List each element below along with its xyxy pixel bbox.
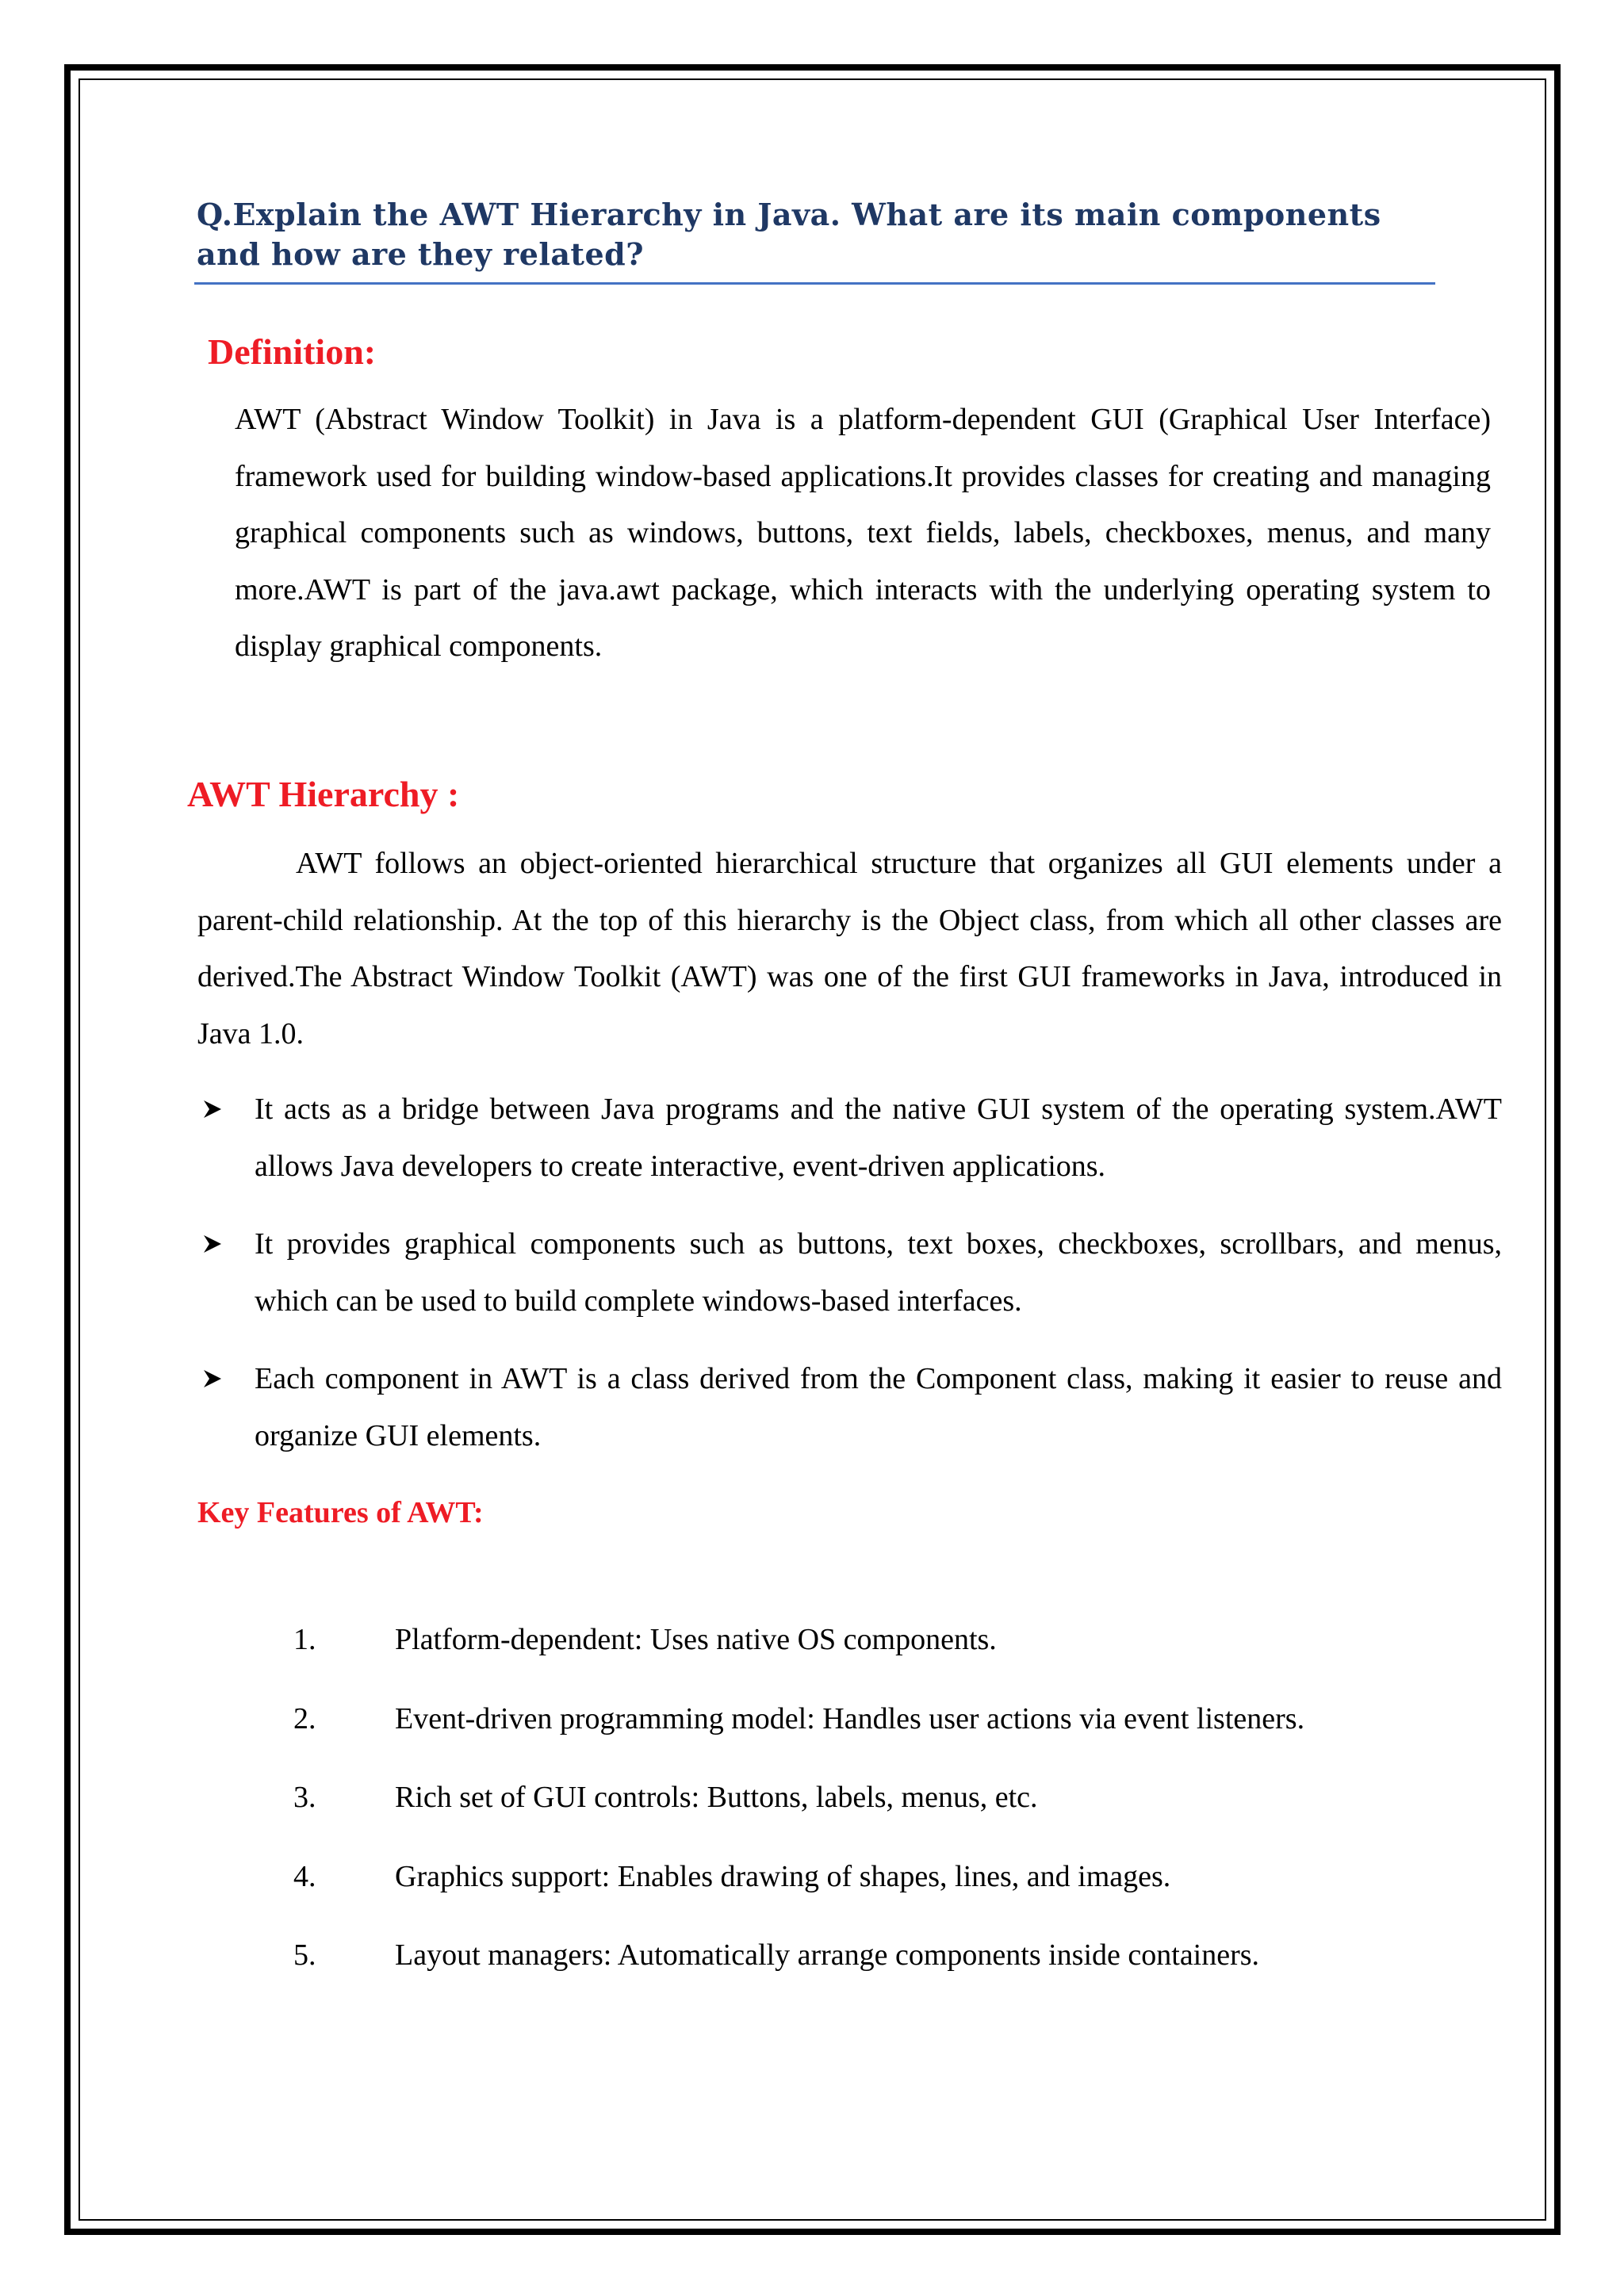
bullet-item xyxy=(197,1351,1502,1464)
feature-number: 1. xyxy=(293,1623,316,1656)
hierarchy-bullet-list xyxy=(197,1081,1502,1486)
feature-text: Layout managers: Automatically arrange components inside containers. xyxy=(395,1938,1260,1972)
bullet-item xyxy=(197,1216,1502,1330)
feature-number: 3. xyxy=(293,1781,316,1814)
feature-item xyxy=(293,1935,1483,2015)
definition-heading: Definition: xyxy=(208,331,377,372)
arrowhead-bullet-icon xyxy=(202,1099,223,1119)
hierarchy-paragraph: AWT follows an object-oriented hierarchical structure that organizes all GUI elements under a parent-child relationship. At the top of this hierarchy is the Object class, from which all other classes are derived.The Abstract Window Toolkit (AWT) was one of the first GUI frameworks in Java, introduced in Java 1.0. xyxy=(197,847,1502,1050)
definition-paragraph: AWT (Abstract Window Toolkit) in Java is a platform-dependent GUI (Graphical User Interface) framework used for building window-based applications.It provides classes for creating and managing graphical components such as windows, buttons, text fields, labels, checkboxes, menus, and many more.AWT is part of the java.awt package, which interacts with the underlying operating system to display graphical components. xyxy=(235,403,1491,663)
feature-item xyxy=(293,1857,1483,1936)
feature-number: 2. xyxy=(293,1701,316,1735)
feature-item xyxy=(293,1620,1483,1699)
key-features-list xyxy=(293,1620,1483,2015)
feature-text: Platform-dependent: Uses native OS components. xyxy=(395,1623,997,1656)
question-underline xyxy=(194,282,1435,285)
arrowhead-bullet-icon xyxy=(202,1368,223,1389)
bullet-text: Each component in AWT is a class derived from the Component class, making it easier to reuse and organize GUI elements. xyxy=(255,1362,1502,1452)
question-title: Q.Explain the AWT Hierarchy in Java. What are its main components and how are they related? xyxy=(197,197,1381,272)
feature-text: Event-driven programming model: Handles user actions via event listeners. xyxy=(395,1701,1305,1735)
feature-number: 5. xyxy=(293,1938,316,1972)
feature-number: 4. xyxy=(293,1859,316,1893)
bullet-item xyxy=(197,1081,1502,1195)
feature-item xyxy=(293,1699,1483,1778)
key-features-heading: Key Features of AWT: xyxy=(197,1496,484,1529)
bullet-text: It acts as a bridge between Java programs and the native GUI system of the operating system.AWT allows Java developers to create interactive, event-driven applications. xyxy=(255,1093,1502,1183)
hierarchy-heading: AWT Hierarchy : xyxy=(187,774,460,814)
feature-item xyxy=(293,1777,1483,1857)
arrowhead-bullet-icon xyxy=(202,1234,223,1254)
feature-text: Graphics support: Enables drawing of shapes, lines, and images. xyxy=(395,1859,1171,1893)
feature-text: Rich set of GUI controls: Buttons, labels, menus, etc. xyxy=(395,1781,1038,1814)
bullet-text: It provides graphical components such as buttons, text boxes, checkboxes, scrollbars, and menus, which can be used to build complete windows-based interfaces. xyxy=(255,1227,1502,1318)
